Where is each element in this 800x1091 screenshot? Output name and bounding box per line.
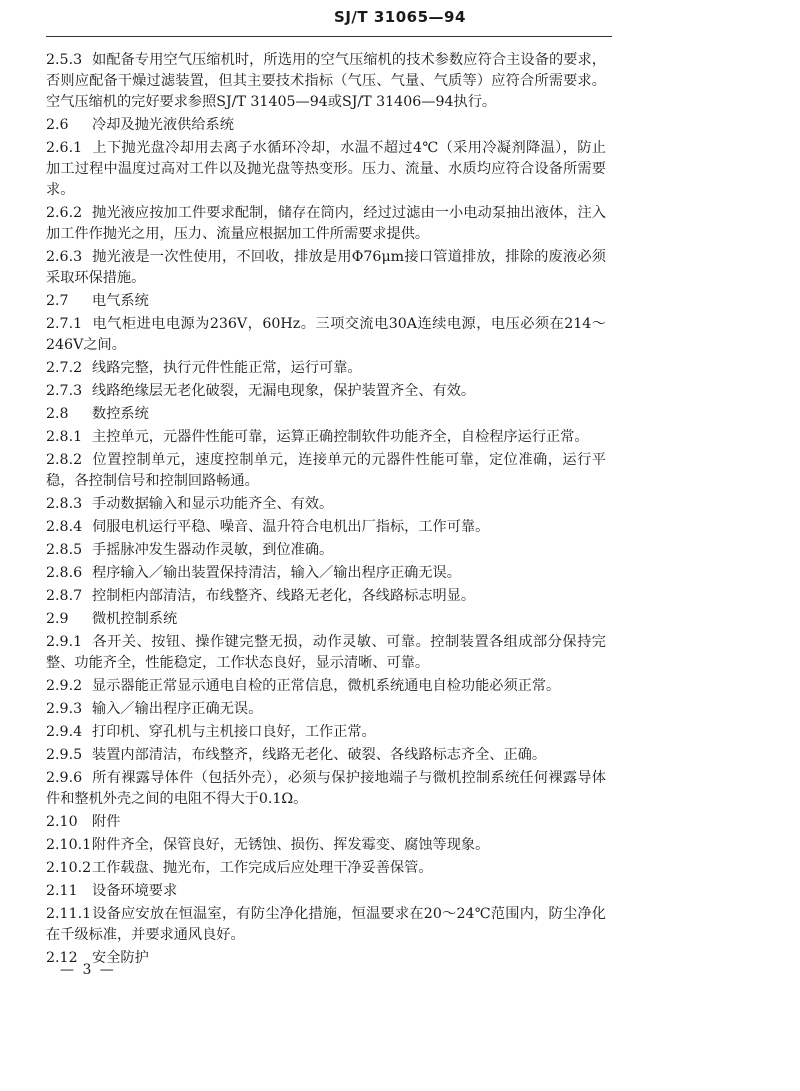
clause-number: 2.9 bbox=[46, 611, 69, 627]
clause-number: 2.8.1 bbox=[46, 429, 83, 445]
clause-number: 2.9.3 bbox=[46, 701, 83, 717]
clause-text: 装置内部清洁，布线整齐，线路无老化、破裂、各线路标志齐全、正确。 bbox=[92, 747, 547, 763]
section-title: 设备环境要求 bbox=[92, 883, 178, 899]
page-number: — 3 — bbox=[60, 962, 116, 978]
section-heading bbox=[46, 948, 606, 969]
clause-number: 2.6 bbox=[46, 117, 69, 133]
clause-text: 伺服电机运行平稳、噪音、温升符合电机出厂指标，工作可靠。 bbox=[92, 519, 490, 535]
clause-number: 2.8.5 bbox=[46, 542, 83, 558]
section-heading bbox=[46, 812, 606, 833]
clause-paragraph bbox=[46, 745, 606, 766]
clause-text: 附件齐全，保管良好，无锈蚀、损伤、挥发霉变、腐蚀等现象。 bbox=[92, 837, 490, 853]
clause-paragraph bbox=[46, 768, 606, 810]
clause-paragraph bbox=[46, 722, 606, 743]
section-title: 冷却及抛光液供给系统 bbox=[92, 117, 234, 133]
clause-number: 2.10.2 bbox=[46, 860, 92, 876]
clause-text: 所有裸露导体件（包括外壳），必须与保护接地端子与微机控制系统任何裸露导体件和整机外壳之间的电阻不得大于0.1Ω。 bbox=[46, 770, 606, 807]
section-heading bbox=[46, 291, 606, 312]
section-title: 附件 bbox=[92, 814, 121, 830]
clause-paragraph bbox=[46, 517, 606, 538]
section-heading bbox=[46, 404, 606, 425]
clause-paragraph bbox=[46, 358, 606, 379]
clause-number: 2.7.1 bbox=[46, 316, 83, 332]
clause-text: 打印机、穿孔机与主机接口良好，工作正常。 bbox=[92, 724, 376, 740]
clause-text: 输入／输出程序正确无误。 bbox=[92, 701, 263, 717]
section-title: 安全防护 bbox=[92, 950, 149, 966]
document-body bbox=[46, 50, 606, 971]
clause-paragraph bbox=[46, 203, 606, 245]
clause-paragraph bbox=[46, 563, 606, 584]
clause-number: 2.6.2 bbox=[46, 205, 83, 221]
clause-number: 2.10 bbox=[46, 814, 78, 830]
clause-number: 2.11 bbox=[46, 883, 78, 899]
clause-text: 上下抛光盘冷却用去离子水循环冷却，水温不超过4℃（采用冷凝剂降温），防止加工过程中温度过高对工件以及抛光盘等热变形。压力、流量、水质均应符合设备所需要求。 bbox=[46, 140, 606, 198]
clause-text: 手摇脉冲发生器动作灵敏，到位准确。 bbox=[92, 542, 334, 558]
document-code-header: SJ/T 31065—94 bbox=[334, 8, 466, 26]
clause-paragraph bbox=[46, 427, 606, 448]
clause-number: 2.8.4 bbox=[46, 519, 83, 535]
clause-number: 2.5.3 bbox=[46, 52, 83, 68]
clause-paragraph bbox=[46, 699, 606, 720]
clause-text: 手动数据输入和显示功能齐全、有效。 bbox=[92, 496, 334, 512]
section-title: 数控系统 bbox=[92, 406, 149, 422]
clause-number: 2.9.1 bbox=[46, 634, 83, 650]
clause-number: 2.6.3 bbox=[46, 249, 83, 265]
clause-number: 2.7 bbox=[46, 293, 69, 309]
clause-number: 2.9.4 bbox=[46, 724, 83, 740]
clause-text: 电气柜进电电源为236V，60Hz。三项交流电30A连续电源，电压必须在214～246V之间。 bbox=[46, 316, 606, 353]
clause-number: 2.7.2 bbox=[46, 360, 83, 376]
clause-number: 2.8.2 bbox=[46, 452, 83, 468]
section-title: 微机控制系统 bbox=[92, 611, 178, 627]
clause-paragraph bbox=[46, 858, 606, 879]
clause-number: 2.9.5 bbox=[46, 747, 83, 763]
clause-number: 2.8 bbox=[46, 406, 69, 422]
clause-number: 2.9.2 bbox=[46, 678, 83, 694]
clause-paragraph bbox=[46, 138, 606, 201]
clause-text: 工作载盘、抛光布，工作完成后应处理干净妥善保管。 bbox=[92, 860, 433, 876]
clause-number: 2.7.3 bbox=[46, 383, 83, 399]
clause-text: 抛光液是一次性使用，不回收，排放是用Φ76μm接口管道排放，排除的废液必须采取环保措施。 bbox=[46, 249, 606, 286]
clause-number: 2.11.1 bbox=[46, 906, 92, 922]
clause-number: 2.10.1 bbox=[46, 837, 92, 853]
clause-paragraph bbox=[46, 314, 606, 356]
clause-paragraph bbox=[46, 494, 606, 515]
clause-text: 位置控制单元，速度控制单元，连接单元的元器件性能可靠，定位准确，运行平稳，各控制信号和控制回路畅通。 bbox=[46, 452, 606, 489]
clause-paragraph bbox=[46, 586, 606, 607]
clause-number: 2.8.3 bbox=[46, 496, 83, 512]
clause-paragraph bbox=[46, 540, 606, 561]
header-rule bbox=[46, 36, 612, 37]
clause-paragraph bbox=[46, 381, 606, 402]
clause-paragraph bbox=[46, 450, 606, 492]
clause-number: 2.8.6 bbox=[46, 565, 83, 581]
clause-text: 如配备专用空气压缩机时，所选用的空气压缩机的技术参数应符合主设备的要求，否则应配备干燥过滤装置，但其主要技术指标（气压、气量、气质等）应符合所需要求。空气压缩机的完好要求参照SJ/T 31405—94或SJ/T 31406—94执行。 bbox=[46, 52, 606, 110]
clause-paragraph bbox=[46, 50, 606, 113]
clause-text: 各开关、按钮、操作键完整无损，动作灵敏、可靠。控制装置各组成部分保持完整、功能齐全，性能稳定，工作状态良好，显示清晰、可靠。 bbox=[46, 634, 606, 671]
section-heading bbox=[46, 609, 606, 630]
section-title: 电气系统 bbox=[92, 293, 149, 309]
clause-text: 程序输入／输出装置保持清洁，输入／输出程序正确无误。 bbox=[92, 565, 461, 581]
clause-text: 线路完整，执行元件性能正常，运行可靠。 bbox=[92, 360, 362, 376]
clause-paragraph bbox=[46, 835, 606, 856]
section-heading bbox=[46, 115, 606, 136]
clause-number: 2.8.7 bbox=[46, 588, 83, 604]
clause-paragraph bbox=[46, 676, 606, 697]
clause-text: 主控单元，元器件性能可靠，运算正确控制软件功能齐全，自检程序运行正常。 bbox=[92, 429, 589, 445]
clause-paragraph bbox=[46, 247, 606, 289]
clause-paragraph bbox=[46, 632, 606, 674]
section-heading bbox=[46, 881, 606, 902]
clause-paragraph bbox=[46, 904, 606, 946]
clause-number: 2.6.1 bbox=[46, 140, 83, 156]
clause-text: 控制柜内部清洁，布线整齐、线路无老化，各线路标志明显。 bbox=[92, 588, 476, 604]
clause-number: 2.9.6 bbox=[46, 770, 83, 786]
clause-text: 线路绝缘层无老化破裂，无漏电现象，保护装置齐全、有效。 bbox=[92, 383, 476, 399]
clause-text: 抛光液应按加工件要求配制，储存在筒内，经过过滤由一小电动泵抽出液体，注入加工件作抛光之用，压力、流量应根据加工件所需要求提供。 bbox=[46, 205, 606, 242]
clause-number: 2.12 bbox=[46, 950, 78, 966]
clause-text: 显示器能正常显示通电自检的正常信息，微机系统通电自检功能必须正常。 bbox=[92, 678, 561, 694]
clause-text: 设备应安放在恒温室，有防尘净化措施，恒温要求在20～24℃范围内，防尘净化在千级标准，并要求通风良好。 bbox=[46, 906, 606, 943]
